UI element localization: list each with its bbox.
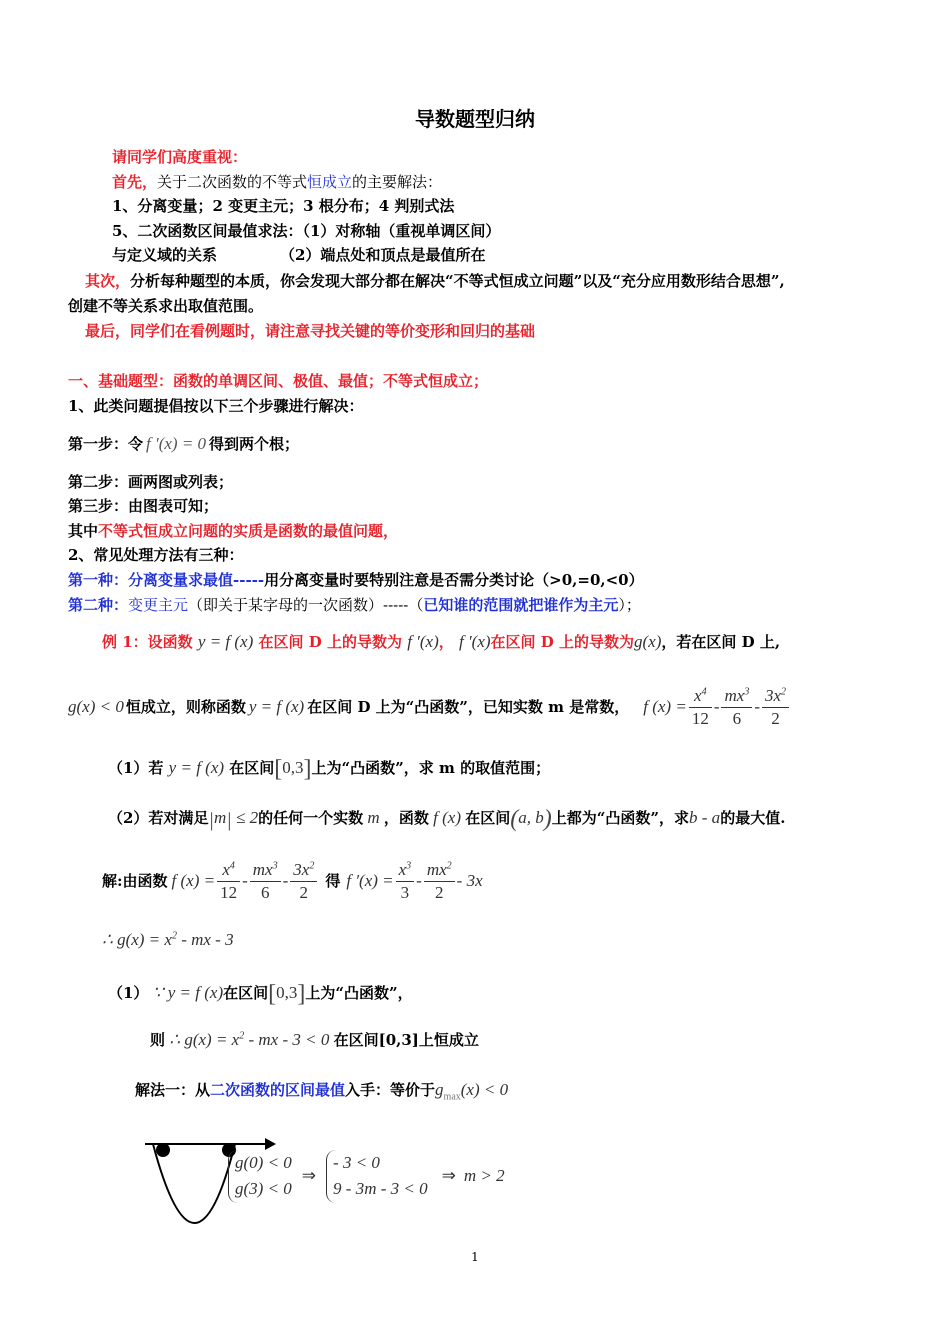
math-y-eq-fx-2: y = f (x) bbox=[248, 696, 305, 716]
math-q2-fx: f (x) bbox=[428, 808, 466, 827]
question-2 bbox=[108, 805, 785, 834]
q2-text-3: 在区间 bbox=[465, 809, 511, 827]
math-fx-definition: f (x) = $\frac{x^4}{12}$ - $\frac{mx^3}{6}$ - $\frac{3x^2}{2}$ bbox=[643, 685, 791, 729]
step-1 bbox=[68, 434, 299, 454]
step-1-result: 得到两个根； bbox=[209, 435, 300, 453]
math-system: g(0) < 0 g(3) < 0 ⇒ - 3 < 0 9 - 3m - 3 < 0 ⇒ m > 2 bbox=[228, 1150, 505, 1203]
math-interval-a-b: (a, b) bbox=[510, 806, 552, 832]
solution-line bbox=[102, 855, 483, 907]
method-2 bbox=[68, 596, 641, 614]
method-one-line bbox=[135, 1080, 508, 1103]
example-text-4: 恒成立，则称函数 bbox=[125, 698, 246, 716]
solution-label: 解:由函数 bbox=[102, 872, 168, 890]
method-1-text: 用分离变量时要特别注意是否需分类讨论（>0,=0,<0） bbox=[264, 571, 644, 589]
example-text-1: 在区间 D 上的导数为 bbox=[258, 633, 402, 651]
q1-interval-text: 在区间 bbox=[229, 759, 275, 777]
example-line-2 bbox=[68, 682, 791, 732]
math-interval-0-3-b: [0,3] bbox=[268, 981, 306, 1007]
section-sub-2: 2、常见处理方法有三种： bbox=[68, 546, 244, 564]
math-therefore-gx: ∴ $g(x) = x^2$ - mx - 3 bbox=[102, 930, 234, 949]
math-q1-func: y = f (x) bbox=[168, 758, 225, 777]
axis-arrow-icon bbox=[265, 1138, 276, 1150]
math-y-eq-fx: y = f (x) bbox=[197, 632, 254, 651]
math-then-gx: ∴ $g(x) = x^2$ - mx - 3 < 0 bbox=[165, 1030, 334, 1049]
q1-label: （1）若 bbox=[108, 759, 164, 777]
intro-line-4: 5、二次函数区间最值求法：（1）对称轴（重视单调区间） bbox=[112, 222, 501, 240]
q1-text: 上为“凸函数”，求 m 的取值范围； bbox=[311, 759, 551, 777]
system-numeric: - 3 < 0 9 - 3m - 3 < 0 bbox=[326, 1150, 428, 1203]
method-2-label: 第二种： bbox=[68, 596, 129, 614]
page-number: 1 bbox=[471, 1250, 479, 1264]
math-m: m bbox=[363, 808, 384, 827]
section-heading: 一、基础题型：函数的单调区间、极值、最值；不等式恒成立； bbox=[68, 372, 489, 390]
q2-text-4: 上都为“凸函数”，求 bbox=[551, 809, 690, 827]
step-1-math: f ′(x) = 0 bbox=[146, 434, 207, 453]
section-sub-1: 1、此类问题提倡按以下三个步骤进行解决： bbox=[68, 397, 364, 415]
intro-line-1: 请同学们高度重视： bbox=[112, 148, 248, 166]
intro-line-2 bbox=[112, 173, 442, 191]
then-text: 在区间[0,3]上恒成立 bbox=[333, 1031, 479, 1049]
math-fprime-2: f ′(x) bbox=[458, 632, 491, 651]
intro-methods: 的主要解法： bbox=[352, 173, 443, 191]
example-text-2: 在区间 D 上的导数为 bbox=[490, 633, 634, 651]
q2-text-5: 的最大值. bbox=[720, 809, 786, 827]
intro-first-text: 关于二次函数的不等式 bbox=[157, 173, 308, 191]
intro-line-8: 最后，同学们在看例题时，请注意寻找关键的等价变形和回归的基础 bbox=[85, 322, 536, 340]
intro-second-text: 分析每种题型的本质，你会发现大部分都在解决“不等式恒成立问题”以及“充分应用数形结合思想”, bbox=[130, 272, 785, 290]
method-2-hint: 已知谁的范围就把谁作为主元 bbox=[423, 596, 619, 614]
system-g-values: g(0) < 0 g(3) < 0 bbox=[228, 1150, 292, 1203]
math-sol-fx: f (x) = $\frac{x^4}{12}$ - $\frac{mx^3}{6}$ - $\frac{3x^2}{2}$ bbox=[172, 859, 320, 903]
part-1 bbox=[108, 980, 413, 1009]
math-fprime: f ′(x) bbox=[407, 632, 439, 651]
question-1 bbox=[108, 755, 550, 784]
intro-line-7: 创建不等关系求出取值范围。 bbox=[68, 297, 264, 315]
method-1 bbox=[68, 571, 644, 589]
root-point-left bbox=[156, 1143, 170, 1157]
method-2-key: 变更主元 bbox=[128, 596, 189, 614]
example-line-1: 例 1：设函数 y = f (x) 在区间 D 上的导数为 f ′(x)， f ′(x)在区间 D 上的导数为g(x)，若在区间 D 上, bbox=[102, 632, 781, 651]
solution-get: 得 bbox=[325, 872, 341, 890]
page-title: 导数题型归纳 bbox=[415, 107, 535, 131]
math-sol-fprime: f ′(x) = $\frac{x^3}{3}$ - $\frac{mx^2}{2}$ - 3x bbox=[346, 860, 483, 902]
intro-line-5a: 与定义域的关系 bbox=[112, 246, 218, 264]
example-text-3: ，若在区间 D 上, bbox=[661, 633, 781, 651]
key-note-prefix: 其中 bbox=[68, 522, 99, 540]
math-because-y: ∵ y = f (x) bbox=[148, 983, 224, 1002]
math-result-m: m > 2 bbox=[463, 1166, 505, 1186]
q2-text-1: 的任何一个实数 bbox=[258, 809, 364, 827]
method-one-label: 解法一：从 bbox=[135, 1081, 211, 1099]
then-line bbox=[150, 1030, 479, 1050]
step-2: 第二步：画两图或列表； bbox=[68, 473, 234, 491]
key-note bbox=[68, 522, 398, 540]
step-1-label: 第一步：令 bbox=[68, 435, 144, 453]
math-interval-0-3: [0,3] bbox=[274, 756, 312, 782]
math-gx-lt-0: g(x) < 0 bbox=[68, 696, 124, 716]
math-b-minus-a: b - a bbox=[689, 808, 721, 827]
math-gx: g(x) bbox=[634, 632, 662, 651]
part-1-text: 上为“凸函数”， bbox=[305, 984, 413, 1002]
part-1-interval-text: 在区间 bbox=[223, 984, 269, 1002]
method-1-label: 第一种：分离变量求最值----- bbox=[68, 571, 265, 589]
method-one-key: 二次函数的区间最值 bbox=[210, 1081, 346, 1099]
part-1-label: （1） bbox=[108, 984, 149, 1002]
q2-text-2: ，函数 bbox=[383, 809, 429, 827]
step-3: 第三步：由图表可知； bbox=[68, 497, 219, 515]
q2-label: （2）若对满足 bbox=[108, 809, 209, 827]
example-text-5: 在区间 D 上为“凸函数”，已知实数 m 是常数， bbox=[307, 698, 630, 716]
example-label: 例 1：设函数 bbox=[102, 633, 193, 651]
intro-always-holds: 恒成立 bbox=[307, 173, 353, 191]
intro-line-3: 1、分离变量；2 变更主元；3 根分布；4 判别式法 bbox=[112, 197, 455, 215]
intro-first: 首先， bbox=[112, 173, 158, 191]
then-label: 则 bbox=[150, 1031, 166, 1049]
intro-line-6 bbox=[85, 272, 785, 290]
intro-second: 其次， bbox=[85, 272, 131, 290]
method-2-end: ）； bbox=[618, 596, 641, 614]
intro-line-5b: （2）端点处和顶点是最值所在 bbox=[280, 246, 486, 264]
method-one-text: 入手：等价于 bbox=[345, 1081, 436, 1099]
method-2-text: （即关于某字母的一次函数）-----（ bbox=[188, 596, 424, 614]
key-note-text: 不等式恒成立问题的实质是函数的最值问题， bbox=[98, 522, 399, 540]
math-abs-m: |m| ≤ 2 bbox=[208, 808, 259, 831]
math-gmax: $g_{max}(x) < 0$ bbox=[435, 1080, 509, 1103]
